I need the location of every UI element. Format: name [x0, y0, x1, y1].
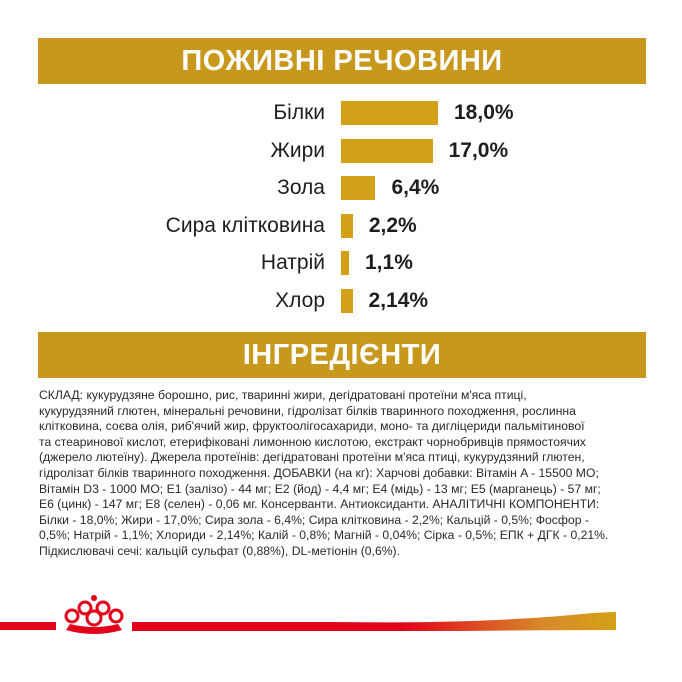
nutrient-label: Жири — [270, 138, 325, 162]
nutrient-label: Натрій — [260, 251, 325, 274]
nutrient-value: 2,14% — [368, 288, 429, 312]
nutrient-row — [0, 136, 682, 166]
royal-canin-crown-icon — [60, 595, 128, 638]
gradient-wave — [132, 612, 616, 631]
ingredients-banner — [38, 332, 646, 378]
nutrient-row — [0, 211, 682, 241]
nutrient-bar — [341, 251, 349, 275]
nutrient-label: Білки — [273, 101, 325, 124]
red-stripe-left — [0, 622, 56, 630]
nutrient-value: 17,0% — [448, 138, 509, 162]
nutrient-bar — [341, 139, 433, 163]
nutrient-label: Сира клітковина — [165, 213, 325, 237]
nutrient-value: 1,1% — [365, 251, 413, 274]
nutrient-label: Хлор — [275, 288, 325, 312]
nutrients-banner — [38, 38, 646, 84]
composition-text: СКЛАД: кукурудзяне борошно, рис, тваринні жири, дегідратовані протеїни м'яса птиці, кукурудзяний глютен, мінеральні речовини, гідролізат білків тваринного походження, рослинна клітковина, соєва олія, риб'ячий жир, фруктоолігосахариди, моно- та дигліцериди пальмітинової та стеаринової кислот, етерифіковані лимонною кислотою, екстракт чорнобривців прямостоячих (джерело лютеїну). Джерела протеїнів: дегідратовані протеїни м'яса птиці, кукурудзяний глютен, гідролізат білків тваринного походження. ДОБАВКИ (на кг): Харчові добавки: Вітамін A - 15500 МО; Вітамін D3 - 1000 МО; E1 (залізо) - 44 мг; E2 (йод) - 4,4 мг; E4 (мідь) - 13 мг; E5 (марганець) - 57 мг; E6 (цинк) - 147 мг; E8 (селен) - 0,06 мг. Консерванти. Антиоксиданти. АНАЛІТИЧНІ КОМПОНЕНТИ: Білки - 18,0%; Жири - 17,0%; Сира зола - 6,4%; Сира клітковина - 2,2%; Кальцій - 0,5%; Фосфор - 0,5%; Натрій - 1,1%; Хлориди - 2,14%; Калій - 0,8%; Магній - 0,04%; Сірка - 0,5%; ЕПК + ДГК - 0,21%. Підкислювачі сечі: кальцій сульфат (0,88%), DL-метіонін (0,6%). — [39, 388, 609, 558]
nutrient-bar — [341, 214, 353, 238]
nutrient-bar — [341, 289, 353, 313]
nutrient-value: 2,2% — [368, 213, 417, 237]
nutrient-row — [0, 248, 682, 278]
nutrient-row — [0, 286, 682, 316]
nutrient-value: 6,4% — [391, 176, 440, 199]
ingredients-title: ІНГРЕДІЄНТИ — [242, 338, 442, 371]
nutrient-bar — [341, 101, 438, 125]
nutrient-row — [0, 98, 682, 128]
nutrient-value: 18,0% — [454, 101, 514, 124]
nutrients-title: ПОЖИВНІ РЕЧОВИНИ — [181, 44, 503, 77]
footer-wave — [0, 590, 682, 650]
nutrient-label: Зола — [277, 176, 325, 199]
nutrient-bar — [341, 176, 375, 200]
nutrient-row — [0, 173, 682, 203]
brand-footer — [0, 590, 682, 650]
